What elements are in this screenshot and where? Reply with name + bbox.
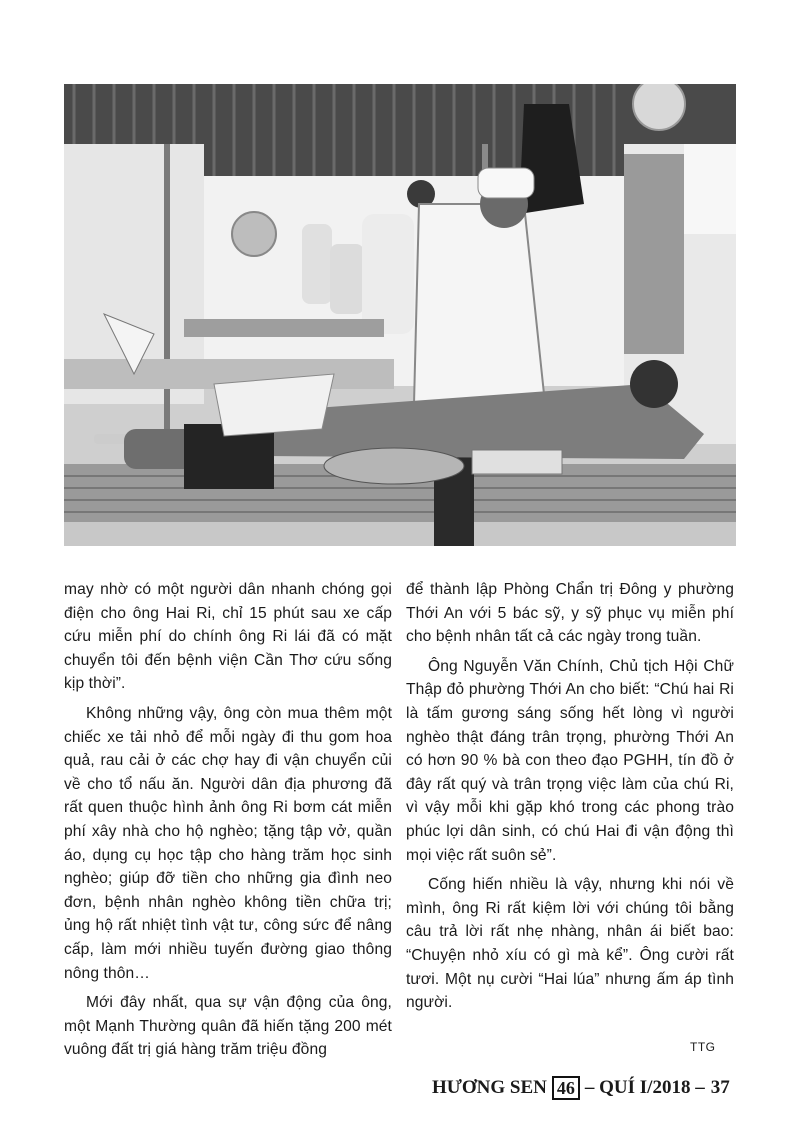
article-photo	[64, 84, 736, 546]
article-paragraph: để thành lập Phòng Chẩn trị Đông y phường Thới An với 5 bác sỹ, y sỹ phục vụ miễn phí cho bệnh nhân tất cả các ngày trong tuần.	[406, 581, 734, 646]
page-footer	[432, 1074, 730, 1102]
article-paragraph: may nhờ có một người dân nhanh chóng gọi điện cho ông Hai Ri, chỉ 15 phút sau xe cấp cứu miễn phí do chính ông Ri lái đã có mặt chuyển tôi đến bệnh viện Cần Thơ cứu sống kịp thời”.	[64, 581, 392, 693]
page-number: 37	[710, 1077, 730, 1098]
article-paragraph: Không những vậy, ông còn mua thêm một chiếc xe tải nhỏ để mỗi ngày đi thu gom hoa quả, rau cải ở các chợ hay đi vận chuyển củi về cho tổ nấu ăn. Người dân địa phương đã rất quen thuộc hình ảnh ông Ri bơm cát miễn phí xây nhà cho hộ nghèo; tặng tập vở, quần áo, dụng cụ học tập cho hàng trăm học sinh nghèo; giúp đỡ tiền cho những gia đình neo đơn, bệnh nhân nghèo không tiền chữa trị; ủng hộ rất nhiệt tình vật tư, công sức để nâng cấp, làm mới nhiều tuyến đường giao thông nông thôn…	[64, 704, 392, 982]
article-paragraph: Mới đây nhất, qua sự vận động của ông, một Mạnh Thường quân đã hiến tặng 200 mét vuông đất trị giá hàng trăm triệu đồng	[64, 994, 392, 1059]
issue-period: – QUÍ I/2018 –	[584, 1077, 705, 1098]
issue-number-box: 46	[552, 1076, 580, 1100]
author-signature: TTG	[690, 1040, 716, 1054]
article-left-column	[64, 578, 392, 1068]
clinic-treatment-photo	[64, 84, 736, 546]
article-paragraph: Ông Nguyễn Văn Chính, Chủ tịch Hội Chữ Thập đỏ phường Thới An cho biết: “Chú hai Ri là tấm gương sáng sống hết lòng vì người nghèo thật đáng trân trọng, phường Thới An có hơn 90 % bà con theo đạo PGHH, tín đồ ở đây rất quý và trân trọng việc làm của chú Ri, vì vậy mỗi khi gặp khó trong các phong trào phúc lợi dân sinh, có chú Hai đi vận động thì mọi việc rất suôn sẻ”.	[406, 657, 734, 864]
magazine-name: HƯƠNG SEN	[432, 1077, 547, 1098]
article-paragraph: Cống hiến nhiều là vậy, nhưng khi nói về mình, ông Ri rất kiệm lời với chúng tôi bằng câu trả lời rất nhẹ nhàng, nhân ái biết bao: “Chuyện nhỏ xíu có gì mà kể”. Ông cười rất tươi. Một nụ cười “Hai lúa” nhưng ấm áp tình người.	[406, 876, 734, 1012]
article-right-column	[406, 578, 734, 1021]
